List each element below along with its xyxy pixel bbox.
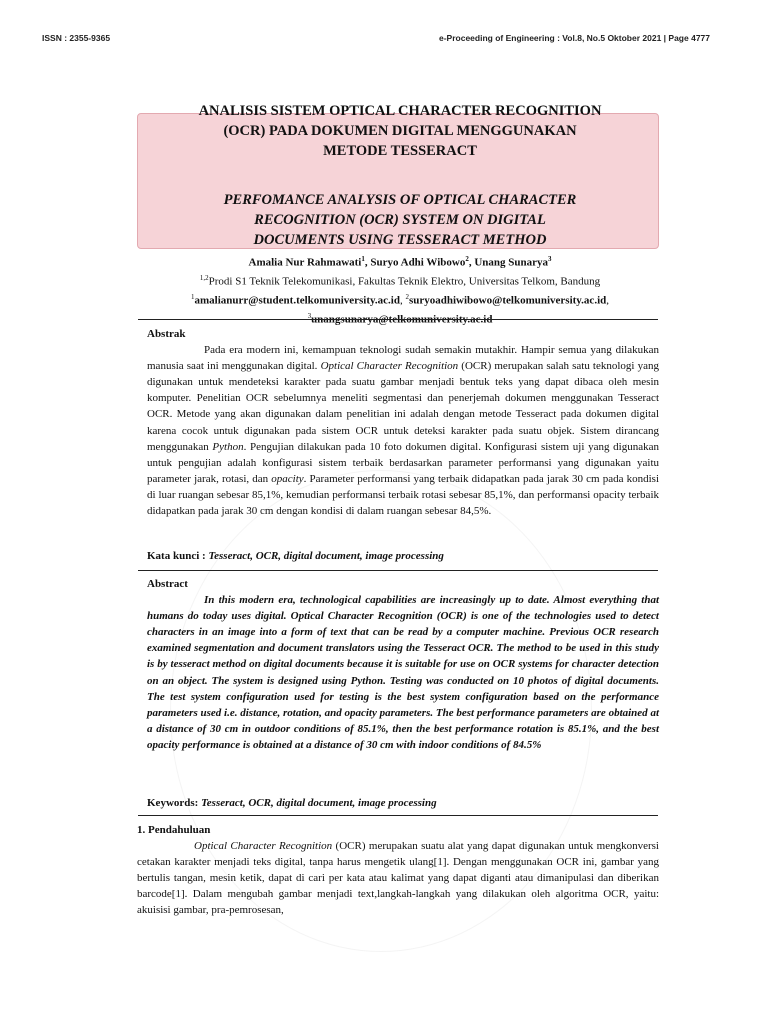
keywords-value: Tesseract, OCR, digital document, image processing — [201, 797, 437, 809]
emails-line: $^1$amalianurr@student.telkomuniversity.ac.id, $^2$suryoadhiwibowo@telkomuniversity.ac.id, — [190, 293, 609, 307]
author-sup: 1 — [361, 255, 365, 263]
kata-kunci — [147, 548, 659, 564]
author-name: Suryo Adhi Wibowo — [370, 256, 466, 269]
title-line: (OCR) PADA DOKUMEN DIGITAL MENGGUNAKAN — [223, 123, 577, 139]
abstract-heading: Abstract — [147, 578, 188, 590]
text-run: . Parameter performansi yang terbaik didapatkan pada jarak 30 cm pada kondisi di luar ruangan sebesar 85,1%, kemudian performansi terbaik rotasi sebesar 85,1%, dan performansi opacity terbaik didapatkan pada jarak 30 cm dengan kondisi di dalam ruangan sebesar 84,5%. — [147, 472, 659, 518]
author-names: Amalia Nur Rahmawati$^1$, Suryo Adhi Wibowo$^2$, Unang Sunarya$^3$ — [248, 255, 552, 269]
email-link[interactable]: unangsunarya@telkomuniversity.ac.id — [311, 314, 493, 327]
abstract-section — [147, 576, 659, 753]
author-sup: 2 — [465, 255, 469, 263]
intro-heading: 1. Pendahuluan — [137, 824, 211, 836]
title-line: METODE TESSERACT — [323, 143, 477, 159]
introduction-section — [137, 822, 659, 919]
title-line: ANALISIS SISTEM OPTICAL CHARACTER RECOGNITION — [198, 103, 602, 119]
text-run: Pada era modern ini, kemampuan teknologi sudah semakin mutakhir. Hampir semua yang dilakukan manusia saat ini menggunakan digital. — [147, 344, 659, 373]
email-sup: 3 — [307, 312, 312, 321]
text-run: (OCR) merupakan salah satu teknologi yang digunakan untuk mendeteksi karakter pada suatu gambar menjadi bentuk teks yang dapat dibaca oleh mesin komputer. Penelitian OCR sebelumnya meneliti segmentasi dan penerjemah dokumen menggunakan Tesseract OCR. Metode yang akan digunakan dalam penelitian ini adalah dengan metode Tesseract pada dokumen digital karena cocok untuk digunakan pada sistem OCR untuk deteksi karakter pada suatu objek. Sistem dirancang menggunakan — [147, 360, 659, 453]
section-divider — [138, 319, 658, 320]
text-run: (OCR) merupakan suatu alat yang dapat digunakan untuk mengkonversi cetakan karakter menjadi teks digital, tanpa harus mengetik ulang[1]. Dengan menggunakan OCR ini, gambar yang bertulis tangan, mesin ketik, dapat di cari per kata atau kalimat yang dapat diganti atau dimanipulasi dan diberikan barcode[1]. Dalam mengubah gambar menjadi text,langkah-langkah yang dilakukan oleh algoritma OCR, yaitu: akuisisi gambar, pra-pemrosesan, — [137, 840, 659, 917]
author-name: Unang Sunarya — [474, 256, 548, 269]
affiliation — [120, 271, 680, 290]
title-line: DOCUMENTS USING TESSERACT METHOD — [253, 232, 547, 248]
text-run: opacity — [271, 472, 304, 485]
kata-kunci-label: Kata kunci : — [147, 550, 209, 562]
section-divider — [138, 570, 658, 571]
title-line: PERFOMANCE ANALYSIS OF OPTICAL CHARACTER — [223, 192, 577, 208]
section-divider — [138, 815, 658, 816]
abstrak-section — [147, 326, 659, 519]
intro-body — [137, 838, 659, 918]
title-line: RECOGNITION (OCR) SYSTEM ON DIGITAL — [254, 212, 546, 228]
email-link[interactable]: suryoadhiwibowo@telkomuniversity.ac.id — [408, 294, 607, 307]
kata-kunci-value: Tesseract, OCR, digital document, image processing — [208, 550, 444, 562]
abstrak-body — [147, 342, 659, 519]
email-sup: 2 — [405, 293, 409, 302]
affiliation-text: Prodi S1 Teknik Telekomunikasi, Fakultas Teknik Elektro, Universitas Telkom, Bandung — [208, 275, 601, 288]
text-run: Optical Character Recognition — [194, 840, 333, 853]
text-run: Python — [212, 440, 244, 453]
author-block — [120, 252, 680, 329]
paper-title-english — [120, 190, 680, 250]
issn-header: ISSN : 2355-9365 — [42, 33, 111, 43]
affil-sup: 1,2 — [199, 274, 209, 283]
keywords-label: Keywords: — [147, 797, 202, 809]
journal-header: e-Proceeding of Engineering : Vol.8, No.5 Oktober 2021 | Page 4777 — [439, 33, 710, 43]
author-name: Amalia Nur Rahmawati — [248, 256, 362, 269]
email-link[interactable]: amalianurr@student.telkomuniversity.ac.id — [194, 294, 400, 307]
keywords — [147, 795, 659, 811]
paper-title-indonesian — [120, 101, 680, 161]
text-run: Optical Character Recognition — [320, 360, 459, 373]
author-sup: 3 — [548, 255, 552, 263]
abstract-body: In this modern era, technological capabilities are increasingly up to date. Almost everything that humans do today uses digital. Optical Character Recognition (OCR) is one of the technologies used to detect characters in an image into a form of text that can be read by a computer machine. Previous OCR research examined segmentation and document translators using the Tesseract OCR. The method to be used in this study is by tesseract method on digital documents because it is suitable for use on OCR systems for character detection on an object. The system is designed using Python. Testing was conducted on 10 photos of digital documents. The test system configuration used for testing is the best system configuration based on the performance parameters used i.e. distance, rotation, and opacity parameters. The best performance parameters are obtained at a distance of 30 cm in outdoor conditions of 85.1%, then the best performance rotation is 85.1%, and the best opacity performance is obtained at a distance of 30 cm with indoor conditions of 84.5% — [147, 594, 659, 751]
text-run: . Pengujian dilakukan pada 10 foto dokumen digital. Konfigurasi sistem uji yang digunakan untuk pengujian adalah konfigurasi sistem terbaik berdasarkan parameter performansi yang digunakan yaitu parameter jarak, rotasi, dan — [147, 440, 660, 485]
abstrak-heading: Abstrak — [147, 328, 186, 340]
email-sup: 1 — [190, 293, 195, 302]
